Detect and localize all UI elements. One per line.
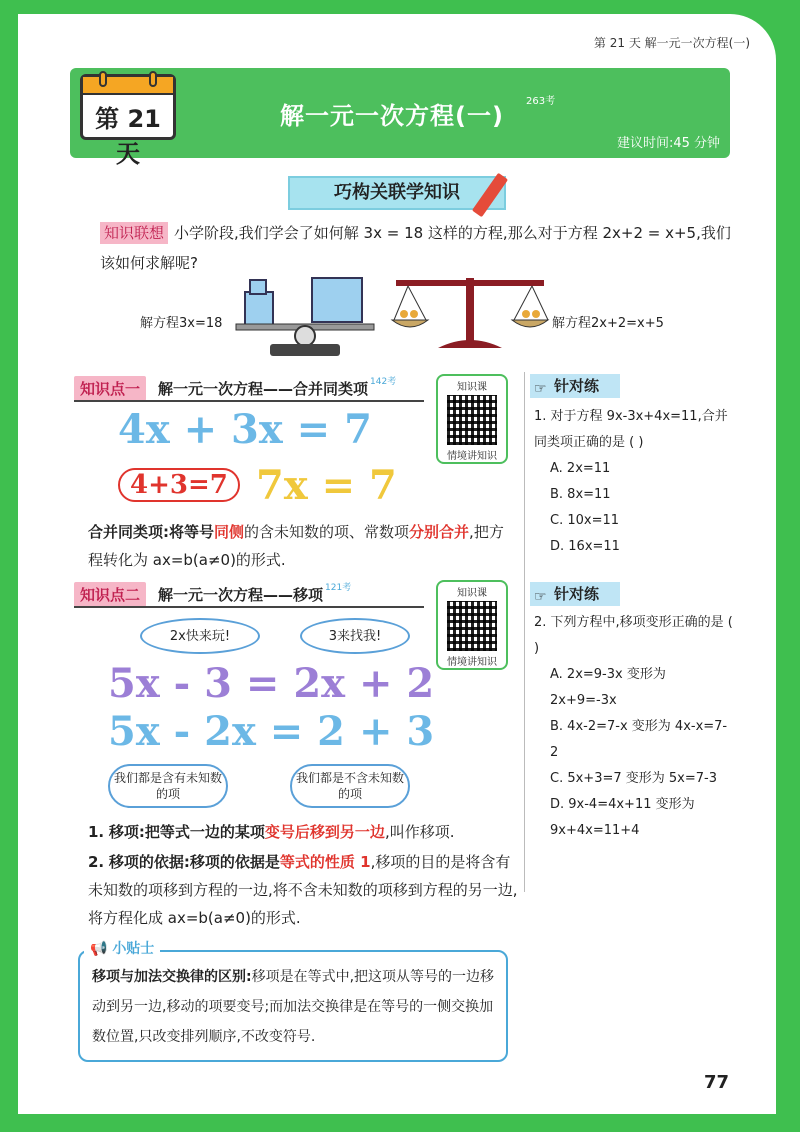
equation-4x-3x: 4x + 3x = 7: [118, 406, 372, 453]
suggested-time: 建议时间:45 分钟: [616, 136, 720, 151]
equation-4-plus-3: 4+3=7: [118, 468, 240, 502]
option-a: A. 2x=11: [550, 461, 611, 476]
megaphone-icon: 📢: [90, 941, 108, 957]
calendar-ring-icon: [99, 71, 107, 87]
speech-bubble-2x: 2x快来玩!: [140, 618, 260, 654]
p1-num: 1.: [88, 823, 105, 841]
tip-text: [92, 962, 502, 1052]
practice-2-stem: 2. 下列方程中,移项变形正确的是 ( ): [534, 615, 733, 656]
speech-bubble-3: 3来找我!: [300, 618, 410, 654]
scale-label-left: 解方程3x=18: [140, 316, 223, 331]
calendar-badge: [80, 74, 176, 168]
lesson-title-sup: 263考: [526, 96, 556, 107]
scale-label-right: 解方程2x+2=x+5: [552, 316, 664, 331]
transpose-basis: [88, 848, 518, 932]
practice-2-heading: [530, 582, 620, 606]
knowledge-point-2-tag: 知识点二: [74, 582, 146, 607]
knowledge-point-1-sup: 142考: [370, 377, 397, 387]
page-number: 77: [704, 1072, 730, 1093]
equation-7x: 7x = 7: [256, 462, 397, 509]
practice-2-question: [534, 610, 734, 844]
qr-card-1[interactable]: [436, 374, 508, 464]
kp2-underline: [74, 606, 424, 608]
p2-num: 2.: [88, 853, 105, 871]
tip-body: 移项是在等式中,把这项从等号的一边移动到另一边,移动的项要变号;而加法交换律是在等号的一侧交换加数位置,只改变排列顺序,不改变符号.: [92, 969, 495, 1045]
kp1-text-e: ,把方程转化为 ax=b(a≠0)的形式.: [88, 523, 504, 569]
knowledge-point-1-heading: [74, 374, 396, 402]
knowledge-point-1-tag: 知识点一: [74, 376, 146, 401]
speech-bubble-with-unknown: 我们都是含有未知数的项: [108, 764, 228, 808]
qr-code-icon: [447, 395, 497, 445]
pointing-hand-icon: ☞: [534, 381, 547, 397]
p2-c: ,移项的目的是将含有未知数的项移到方程的一边,将不含未知数的项移到方程的另一边,将方程化成 ax=b(a≠0)的形式.: [88, 853, 518, 927]
running-header: 第 21 天 解一元一次方程(一): [593, 36, 750, 50]
intro-paragraph: [100, 218, 740, 278]
knowledge-point-1-title: 解一元一次方程——合并同类项: [158, 379, 369, 398]
kitchen-scale-illustration: [230, 274, 380, 358]
equation-5x-minus-3: 5x - 3 = 2x + 2: [108, 660, 435, 707]
calendar-ring-icon: [149, 71, 157, 87]
knowledge-point-2-heading: [74, 580, 351, 608]
practice-1-heading: [530, 374, 620, 398]
practice-1-head-label: 针对练: [554, 377, 600, 395]
p1-c: ,叫作移项.: [384, 823, 455, 841]
qr-title: 知识课: [457, 382, 487, 393]
practice-2-head-label: 针对练: [554, 585, 600, 603]
pointing-hand-icon: ☞: [534, 589, 547, 605]
qr-code-icon: [447, 601, 497, 651]
option-c: C. 10x=11: [550, 513, 620, 528]
tip-bold: 移项与加法交换律的区别:: [92, 969, 252, 985]
kp1-text-a: 合并同类项:将等号: [88, 523, 214, 541]
p1-a: 移项:把等式一边的某项: [108, 823, 265, 841]
intro-tag: 知识联想: [100, 222, 168, 244]
kp1-text-d: 分别合并: [409, 523, 470, 541]
qr-card-2[interactable]: [436, 580, 508, 670]
intro-text: 小学阶段,我们学会了如何解 3x = 18 这样的方程,那么对于方程 2x+2 = x+5,我们该如何求解呢?: [100, 224, 731, 272]
option-b: B. 4x-2=7-x 变形为 4x-x=7-2: [550, 719, 728, 760]
practice-1-stem: 1. 对于方程 9x-3x+4x=11,合并同类项正确的是 ( ): [534, 409, 728, 450]
speech-bubble-without-unknown: 我们都是不含未知数的项: [290, 764, 410, 808]
column-divider: [524, 372, 525, 892]
p2-a: 移项的依据:移项的依据是: [108, 853, 280, 871]
kp1-text-c: 的含未知数的项、常数项: [244, 523, 410, 541]
tip-heading: [84, 938, 160, 958]
knowledge-point-2-sup: 121考: [325, 583, 352, 593]
lesson-title: 解一元一次方程(一): [280, 102, 504, 130]
option-d: D. 16x=11: [550, 539, 620, 554]
qr-title: 知识课: [457, 588, 487, 599]
tip-head-label: 小贴士: [112, 941, 155, 957]
section-heading: 巧构关联学知识: [288, 176, 506, 210]
p2-b: 等式的性质 1: [279, 853, 371, 871]
knowledge-point-2-title: 解一元一次方程——移项: [158, 585, 324, 604]
kp1-underline: [74, 400, 424, 402]
option-d: D. 9x-4=4x+11 变形为 9x+4x=11+4: [550, 797, 695, 838]
practice-1-question: [534, 404, 734, 560]
balance-scale-illustration: [390, 272, 550, 358]
day-label: 第 21 天: [95, 105, 161, 168]
kp1-text-b: 同侧: [214, 523, 245, 541]
option-a: A. 2x=9-3x 变形为 2x+9=-3x: [550, 667, 666, 708]
qr-caption: 情境讲知识: [447, 451, 497, 462]
option-b: B. 8x=11: [550, 487, 611, 502]
transpose-definition: [88, 818, 508, 846]
combine-like-terms-paragraph: [88, 518, 518, 574]
equation-5x-minus-2x: 5x - 2x = 2 + 3: [108, 708, 435, 755]
option-c: C. 5x+3=7 变形为 5x=7-3: [550, 771, 717, 786]
p1-b: 变号后移到另一边: [264, 823, 385, 841]
qr-caption: 情境讲知识: [447, 657, 497, 668]
